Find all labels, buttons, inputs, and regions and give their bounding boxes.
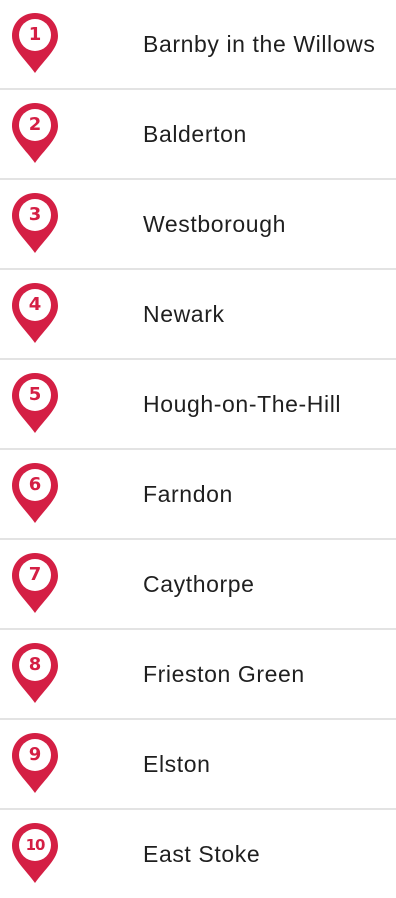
location-number: 7: [28, 564, 42, 585]
map-pin-icon: [10, 101, 60, 165]
location-list-item-7[interactable]: [0, 540, 396, 630]
location-name: Frieston Green: [143, 661, 305, 687]
location-number: 10: [25, 836, 45, 854]
location-number: 2: [28, 114, 42, 135]
location-list-item-6[interactable]: [0, 450, 396, 540]
location-number: 6: [28, 474, 42, 495]
location-name: East Stoke: [143, 841, 261, 867]
location-number: 5: [28, 384, 42, 405]
location-name: Balderton: [143, 121, 247, 147]
map-pin-icon: [10, 11, 60, 75]
location-list-item-9[interactable]: [0, 720, 396, 810]
location-list-item-4[interactable]: [0, 270, 396, 360]
map-pin-icon: [10, 191, 60, 255]
map-pin-icon: [10, 551, 60, 615]
location-name: Farndon: [143, 481, 233, 507]
map-pin-icon: [10, 461, 60, 525]
location-name: Hough-on-The-Hill: [143, 391, 342, 417]
map-pin-icon: [10, 821, 60, 885]
location-number: 8: [28, 654, 42, 675]
location-list-item-10[interactable]: [0, 810, 396, 898]
location-list-item-8[interactable]: [0, 630, 396, 720]
location-number: 9: [28, 744, 42, 765]
location-list-item-3[interactable]: [0, 180, 396, 270]
location-number: 1: [28, 24, 42, 45]
location-name: Caythorpe: [143, 571, 255, 597]
map-pin-icon: [10, 731, 60, 795]
location-number: 3: [28, 204, 42, 225]
location-list-item-1[interactable]: [0, 0, 396, 90]
location-list-item-2[interactable]: [0, 90, 396, 180]
map-pin-icon: [10, 641, 60, 705]
map-pin-icon: [10, 281, 60, 345]
location-name: Westborough: [143, 211, 286, 237]
map-pin-icon: [10, 371, 60, 435]
location-name: Newark: [143, 301, 225, 327]
location-list-item-5[interactable]: [0, 360, 396, 450]
location-number: 4: [28, 294, 42, 315]
location-name: Barnby in the Willows: [143, 31, 376, 57]
location-name: Elston: [143, 751, 211, 777]
